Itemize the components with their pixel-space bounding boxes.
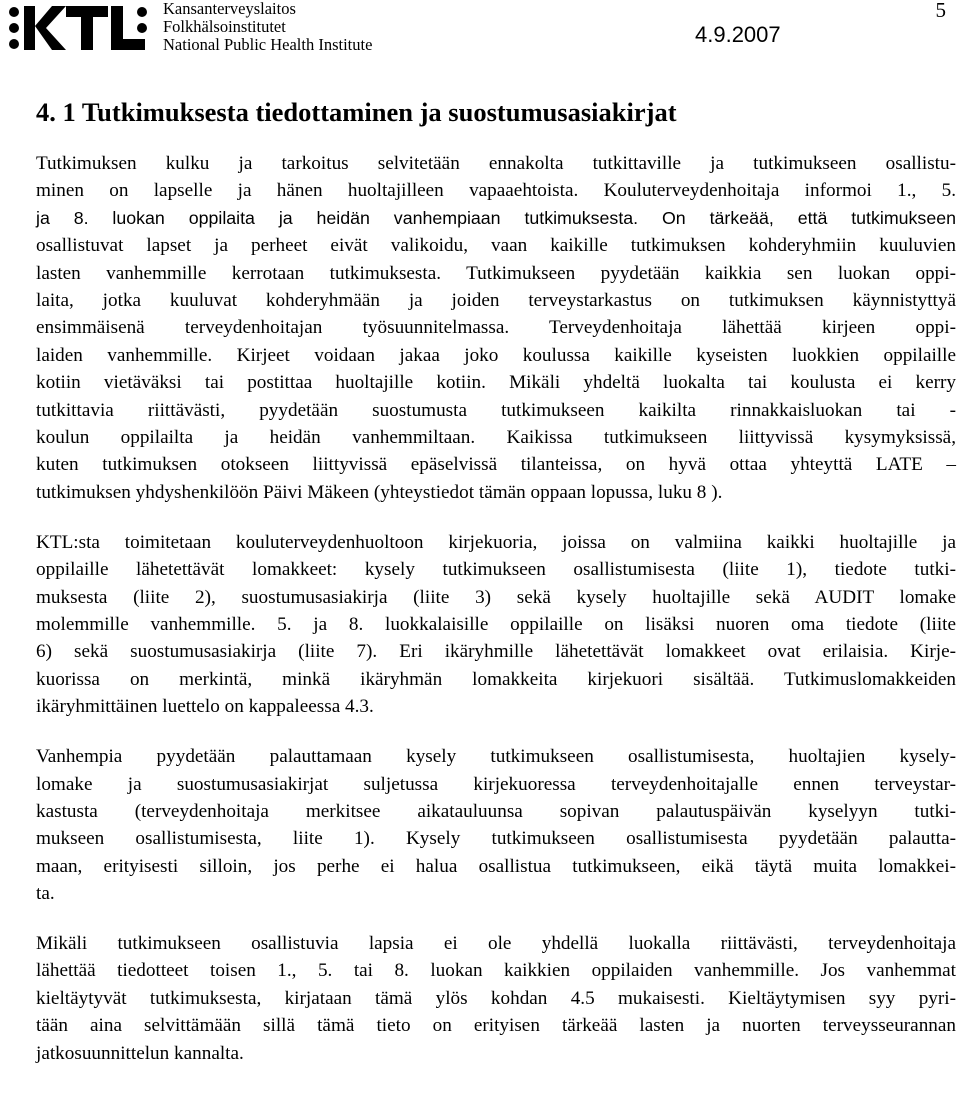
- section-title: 4. 1 Tutkimuksesta tiedottaminen ja suostumusasiakirjat: [36, 97, 677, 127]
- text-line: KTL:sta toimitetaan kouluterveydenhuoltoon kirjekuoria, joissa on valmiina kaikki huoltajille ja: [36, 531, 956, 553]
- paragraph-2: [36, 529, 956, 721]
- text-line: mukseen osallistumisesta, liite 1). Kysely tutkimukseen osallistumisesta pyydetään palautta-: [36, 828, 956, 850]
- paragraph-4: [36, 930, 956, 1067]
- paragraph-1: [36, 150, 956, 506]
- text-line: muksesta (liite 2), suostumusasiakirja (liite 3) sekä kysely huoltajille sekä AUDIT lomake: [36, 586, 956, 608]
- text-line: Tutkimuksen kulku ja tarkoitus selvitetään ennakolta tutkittaville ja tutkimukseen osallistu-: [36, 153, 956, 174]
- text-line: laita, jotka kuuluvat kohderyhmään ja joiden terveystarkastus on tutkimuksen käynnistyttyä: [36, 290, 956, 312]
- text-line: tään aina selvittämään sillä tämä tieto on erityisen tärkeää lasten ja nuorten terveysseurannan: [36, 1015, 956, 1037]
- document-body: [36, 96, 956, 1090]
- text-line: osallistuvat lapset ja perheet eivät valikoidu, vaan kaikille tutkimuksen kohderyhmiin kuuluvien: [36, 235, 956, 257]
- ktl-logo: [8, 4, 158, 52]
- org-name-fi: Kansanterveyslaitos: [163, 0, 296, 18]
- text-line: laiden vanhemmille. Kirjeet voidaan jakaa joko koulussa kaikille kyseisten luokkien oppilaille: [36, 344, 956, 366]
- org-name-sv: Folkhälsoinstitutet: [163, 17, 286, 36]
- text-line: 6) sekä suostumusasiakirja (liite 7). Eri ikäryhmille lähetettävät lomakkeet ovat erilaisia. Kirje-: [36, 641, 956, 663]
- text-line: kastusta (terveydenhoitaja merkitsee aikatauluunsa sopivan palautuspäivän kyselyyn tutki-: [36, 800, 956, 822]
- text-line: lasten vanhemmille kerrotaan tutkimuksesta. Tutkimukseen pyydetään kaikkia sen luokan oppi-: [36, 262, 956, 284]
- text-line: tutkittavia riittävästi, pyydetään suostumusta tutkimukseen kaikilta rinnakkaisluokan tai -: [36, 399, 956, 421]
- text-line: jatkosuunnittelun kannalta.: [36, 1042, 244, 1064]
- text-line: maan, erityisesti silloin, jos perhe ei halua osallistua tutkimukseen, eikä täytä muita lomakkei-: [36, 855, 956, 877]
- text-line: kieltäytyvät tutkimuksesta, kirjataan tämä ylös kohdan 4.5 mukaisesti. Kieltäytymisen syy pyri-: [36, 987, 956, 1009]
- text-line: lomake ja suostumusasiakirjat suljetussa kirjekuoressa terveydenhoitajalle ennen terveystar-: [36, 773, 956, 795]
- text-line: tutkimuksen yhdyshenkilöön Päivi Mäkeen (yhteystiedot tämän oppaan lopussa, luku 8 ).: [36, 481, 723, 503]
- org-name-en: National Public Health Institute: [163, 35, 373, 54]
- text-line: kuorissa on merkintä, minkä ikäryhmän lomakkeita kirjekuori sisältää. Tutkimuslomakkeiden: [36, 668, 956, 690]
- text-line: ensimmäisenä terveydenhoitajan työsuunnitelmassa. Terveydenhoitaja lähettää kirjeen oppi-: [36, 317, 956, 339]
- text-line: koulun oppilailta ja heidän vanhemmiltaan. Kaikissa tutkimukseen liittyvissä kysymyksissä,: [36, 427, 956, 449]
- text-line: minen on lapselle ja hänen huoltajilleen vapaaehtoista. Kouluterveydenhoitaja informoi 1., 5.: [36, 180, 956, 202]
- text-line: molemmille vanhemmille. 5. ja 8. luokkalaisille oppilaille on lisäksi nuoren oma tiedote (liite: [36, 614, 956, 635]
- paragraph-3: [36, 743, 956, 907]
- text-line: kuten tutkimuksen otokseen liittyvissä epäselvissä tilanteissa, on hyvä ottaa yhteyttä LATE –: [36, 454, 956, 476]
- text-line: lähettää tiedotteet toisen 1., 5. tai 8. luokan kaikkien oppilaiden vanhemmille. Jos vanhemmat: [36, 960, 956, 982]
- organization-name: [163, 0, 372, 54]
- text-line: Vanhempia pyydetään palauttamaan kysely tutkimukseen osallistumisesta, huoltajien kysely-: [36, 746, 956, 768]
- document-date: 4.9.2007: [695, 22, 781, 47]
- text-line: oppilaille lähetettävät lomakkeet: kysely tutkimukseen osallistumisesta (liite 1), tiedote tutki-: [36, 559, 956, 581]
- text-line: ikäryhmittäinen luettelo on kappaleessa 4.3.: [36, 696, 374, 718]
- page-number: 5: [935, 0, 946, 22]
- text-line: ta.: [36, 883, 55, 905]
- text-line: kotiin vietäväksi tai postittaa huoltajille kotiin. Mikäli yhdeltä luokalta tai koulusta ei kerry: [36, 372, 956, 394]
- text-line: ja 8. luokan oppilaita ja heidän vanhempiaan tutkimuksesta. On tärkeää, että tutkimukseen: [36, 207, 956, 228]
- text-line: Mikäli tutkimukseen osallistuvia lapsia ei ole yhdellä luokalla riittävästi, terveydenhoitaja: [36, 933, 956, 955]
